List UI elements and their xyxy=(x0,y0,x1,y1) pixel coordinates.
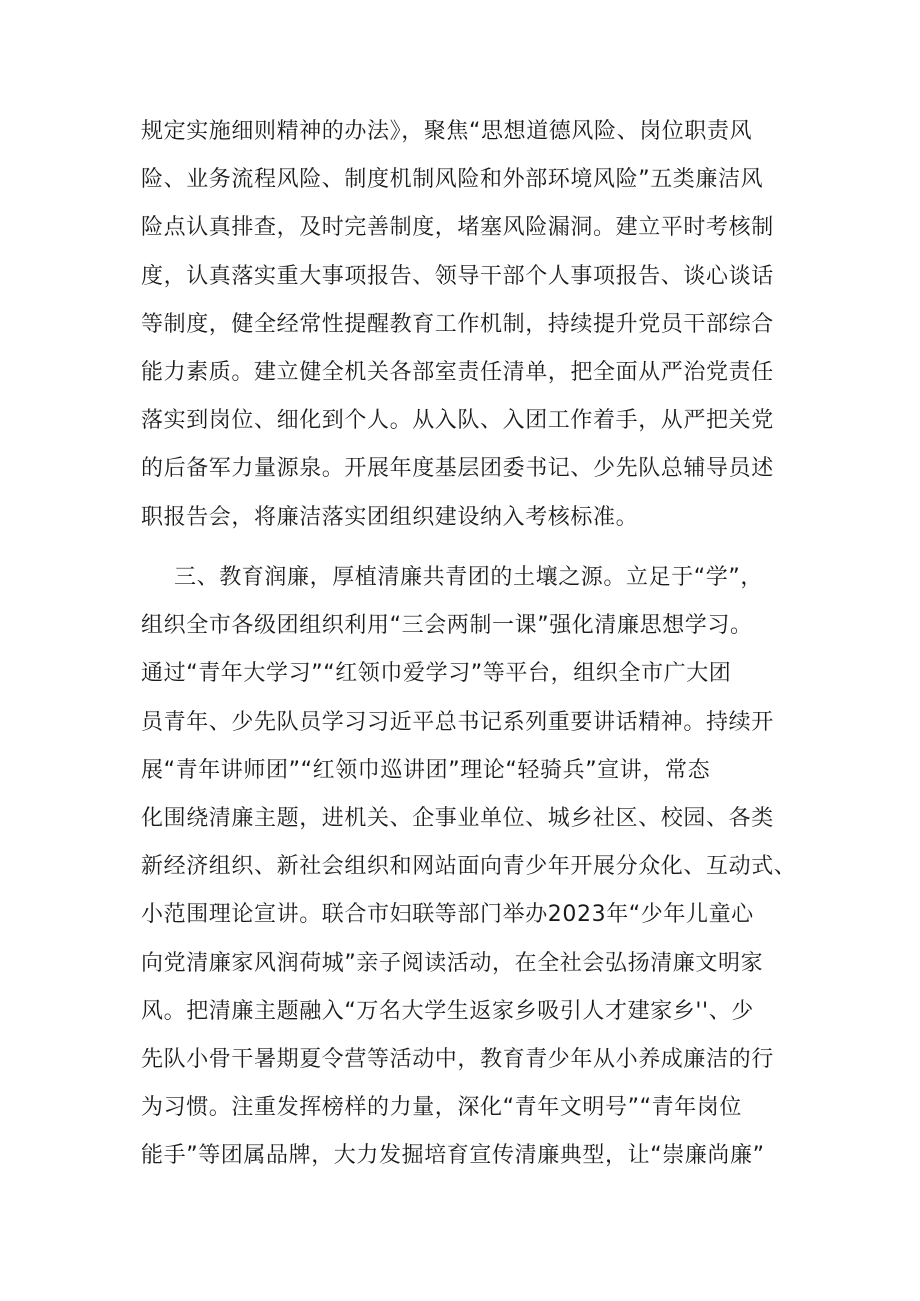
text-line: 规定实施细则精神的办法》，聚焦“思想道德风险、岗位职责风 xyxy=(141,119,753,144)
text-line: 员青年、少先队员学习习近平总书记系列重要讲话精神。持续开 xyxy=(141,709,774,735)
text-line: 组织全市各级团组织利用“三会两制一课”强化清廉思想学习。 xyxy=(141,613,753,639)
text-line: 的后备军力量源泉。开展年度基层团委书记、少先队总辅导员述 xyxy=(141,456,774,482)
text-line: 新经济组织、新社会组织和网站面向青少年开展分众化、互动式、 xyxy=(141,854,797,880)
text-line: 小范围理论宣讲。联合市妇联等部门举办2023年“少年儿童心 xyxy=(141,902,754,928)
text-line: 险、业务流程风险、制度机制风险和外部环境风险”五类廉洁风 xyxy=(141,167,764,193)
text-line: 通过“青年大学习”“红领巾爱学习”等平台，组织全市广大团 xyxy=(141,661,732,687)
text-line: 化围绕清廉主题，进机关、企事业单位、城乡社区、校园、各类 xyxy=(141,805,774,831)
text-line: 三、教育润廉，厚植清廉共青团的土壤之源。立足于“学”， xyxy=(174,565,763,590)
text-line: 落实到岗位、细化到个人。从入队、入团工作着手，从严把关党 xyxy=(141,408,774,434)
text-line: 职报告会，将廉洁落实团组织建设纳入考核标准。 xyxy=(141,504,639,530)
text-line: 展“青年讲师团”“红领巾巡讲团”理论“轻骑兵”宣讲，常态 xyxy=(141,757,711,783)
text-line: 能力素质。建立健全机关各部室责任清单，把全面从严治党责任 xyxy=(141,359,774,385)
text-line: 能手”等团属品牌，大力发掘培育宣传清廉典型，让“崇廉尚廉” xyxy=(141,1143,765,1169)
paragraph-section-three xyxy=(141,554,801,1180)
text-line: 向党清廉家风润荷城”亲子阅读活动，在全社会弘扬清廉文明家 xyxy=(141,950,764,976)
text-line: 为习惯。注重发挥榜样的力量，深化“青年文明号”“青年岗位 xyxy=(141,1095,742,1121)
text-line: 等制度，健全经常性提醒教育工作机制，持续提升党员干部综合 xyxy=(141,311,774,337)
text-line: 度，认真落实重大事项报告、领导干部个人事项报告、谈心谈话 xyxy=(141,263,774,289)
text-line: 险点认真排查，及时完善制度，堵塞风险漏洞。建立平时考核制 xyxy=(141,215,774,241)
text-line: 先队小骨干暑期夏令营等活动中，教育青少年从小养成廉洁的行 xyxy=(141,1046,774,1072)
paragraph-continued xyxy=(141,108,801,542)
text-line: 风。把清廉主题融入“万名大学生返家乡吸引人才建家乡''、少 xyxy=(141,998,754,1024)
